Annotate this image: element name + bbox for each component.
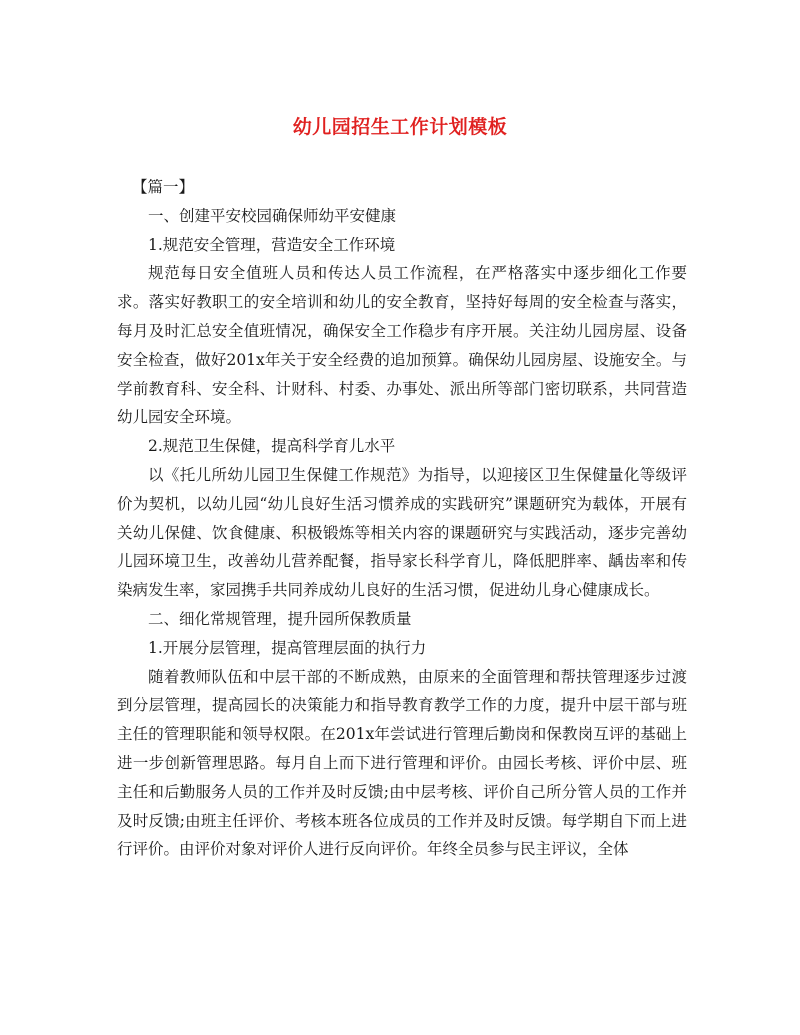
paragraph-2: 以《托儿所幼儿园卫生保健工作规范》为指导，以迎接区卫生保健量化等级评价为契机，以幼儿园“幼儿良好生活习惯养成的实践研究”课题研究为载体，开展有关幼儿保健、饮食健康、积极锻炼等相关内容的课题研究与实践活动，逐步完善幼儿园环境卫生，改善幼儿营养配餐，指导家长科学育儿，降低肥胖率、龋齿率和传染病发生率，家园携手共同养成幼儿良好的生活习惯，促进幼儿身心健康成长。 xyxy=(117,465,687,600)
paragraph-1: 规范每日安全值班人员和传达人员工作流程，在严格落实中逐步细化工作要求。落实好教职工的安全培训和幼儿的安全教育，坚持好每周的安全检查与落实，每月及时汇总安全值班情况，确保安全工作稳步有序开展。关注幼儿园房屋、设备安全检查，做好201x年关于安全经费的追加预算。确保幼儿园房屋、设施安全。与学前教育科、安全科、计财科、村委、办事处、派出所等部门密切联系，共同营造幼儿园安全环境。 xyxy=(117,264,687,427)
document-body xyxy=(117,173,687,864)
subheading-1-2: 2.规范卫生保健，提高科学育儿水平 xyxy=(148,437,396,456)
section-heading-2: 二、细化常规管理，提升园所保教质量 xyxy=(148,609,412,628)
subheading-2-1: 1.开展分层管理，提高管理层面的执行力 xyxy=(148,638,427,657)
paragraph-3: 随着教师队伍和中层干部的不断成熟，由原来的全面管理和帮扶管理逐步过渡到分层管理，提高园长的决策能力和指导教育教学工作的力度，提升中层干部与班主任的管理职能和领导权限。在201x年尝试进行管理后勤岗和保教岗互评的基础上进一步创新管理思路。每月自上而下进行管理和评价。由园长考核、评价中层、班主任和后勤服务人员的工作并及时反馈;由中层考核、评价自己所分管人员的工作并及时反馈;由班主任评价、考核本班各位成员的工作并及时反馈。每学期自下而上进行评价。由评价对象对评价人进行反向评价。年终全员参与民主评议，全体 xyxy=(117,667,687,859)
section-tag: 【篇一】 xyxy=(132,178,195,196)
subheading-1-1: 1.规范安全管理，营造安全工作环境 xyxy=(148,235,396,254)
section-heading-1: 一、创建平安校园确保师幼平安健康 xyxy=(148,206,397,225)
document-title: 幼儿园招生工作计划模板 xyxy=(292,116,508,138)
